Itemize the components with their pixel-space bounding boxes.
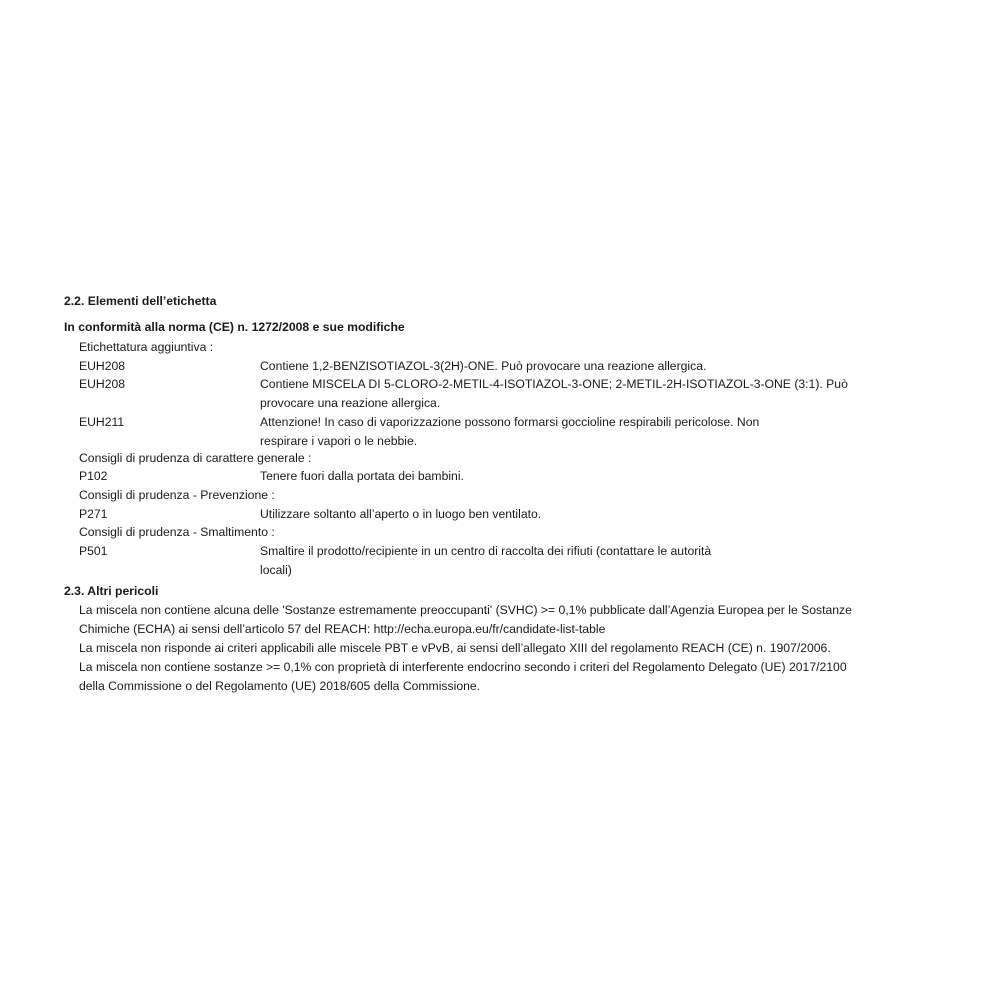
other-hazards-line-1: La miscela non contiene alcuna delle 'Sostanze estremamente preoccupanti' (SVHC) >= 0,1% pubblicate dall’Agenzia Europea per le Sostanze xyxy=(79,603,852,617)
section-2-2-subtitle: In conformità alla norma (CE) n. 1272/2008 e sue modifiche xyxy=(64,320,405,334)
section-2-2-title: 2.2. Elementi dell’etichetta xyxy=(64,294,217,308)
hazard-text-euh211-line-1: Attenzione! In caso di vaporizzazione possono formarsi goccioline respirabili pericolose. Non xyxy=(260,415,760,429)
other-hazards-line-3: La miscela non risponde ai criteri applicabili alle miscele PBT e vPvB, ai sensi dell’allegato XIII del regolamento REACH (CE) n. 1907/2006. xyxy=(79,641,831,655)
section-2-3-title: 2.3. Altri pericoli xyxy=(64,584,159,598)
precaution-code-p102: P102 xyxy=(79,469,108,483)
precaution-text-p271: Utilizzare soltanto all’aperto o in luogo ben ventilato. xyxy=(260,507,542,521)
precaution-text-p102: Tenere fuori dalla portata dei bambini. xyxy=(260,469,464,483)
hazard-text-euh208-2-line-2: provocare una reazione allergica. xyxy=(260,396,441,410)
hazard-text-euh208-2-line-1: Contiene MISCELA DI 5-CLORO-2-METIL-4-ISOTIAZOL-3-ONE; 2-METIL-2H-ISOTIAZOL-3-ONE (3:1). Può xyxy=(260,377,848,391)
additional-label-heading: Etichettatura aggiuntiva : xyxy=(79,340,214,354)
hazard-code-euh208-2: EUH208 xyxy=(79,377,126,391)
other-hazards-line-4: La miscela non contiene sostanze >= 0,1% con proprietà di interferente endocrino secondo i criteri del Regolamento Delegato (UE) 2017/2100 xyxy=(79,660,847,674)
precaution-text-p501-line-2: locali) xyxy=(260,563,292,577)
hazard-code-euh208-1: EUH208 xyxy=(79,359,126,373)
general-precaution-heading: Consigli di prudenza di carattere generale : xyxy=(79,451,312,465)
hazard-text-euh208-1: Contiene 1,2-BENZISOTIAZOL-3(2H)-ONE. Può provocare una reazione allergica. xyxy=(260,359,707,373)
disposal-precaution-heading: Consigli di prudenza - Smaltimento : xyxy=(79,525,275,539)
hazard-code-euh211: EUH211 xyxy=(79,415,125,429)
precaution-text-p501-line-1: Smaltire il prodotto/recipiente in un centro di raccolta dei rifiuti (contattare le autorità xyxy=(260,544,712,558)
hazard-text-euh211-line-2: respirare i vapori o le nebbie. xyxy=(260,434,418,448)
other-hazards-line-5: della Commissione o del Regolamento (UE) 2018/605 della Commissione. xyxy=(79,679,481,693)
precaution-code-p271: P271 xyxy=(79,507,108,521)
other-hazards-line-2: Chimiche (ECHA) ai sensi dell’articolo 57 del REACH: http://echa.europa.eu/fr/candidate-list-table xyxy=(79,622,606,636)
precaution-code-p501: P501 xyxy=(79,544,108,558)
prevention-precaution-heading: Consigli di prudenza - Prevenzione : xyxy=(79,488,275,502)
